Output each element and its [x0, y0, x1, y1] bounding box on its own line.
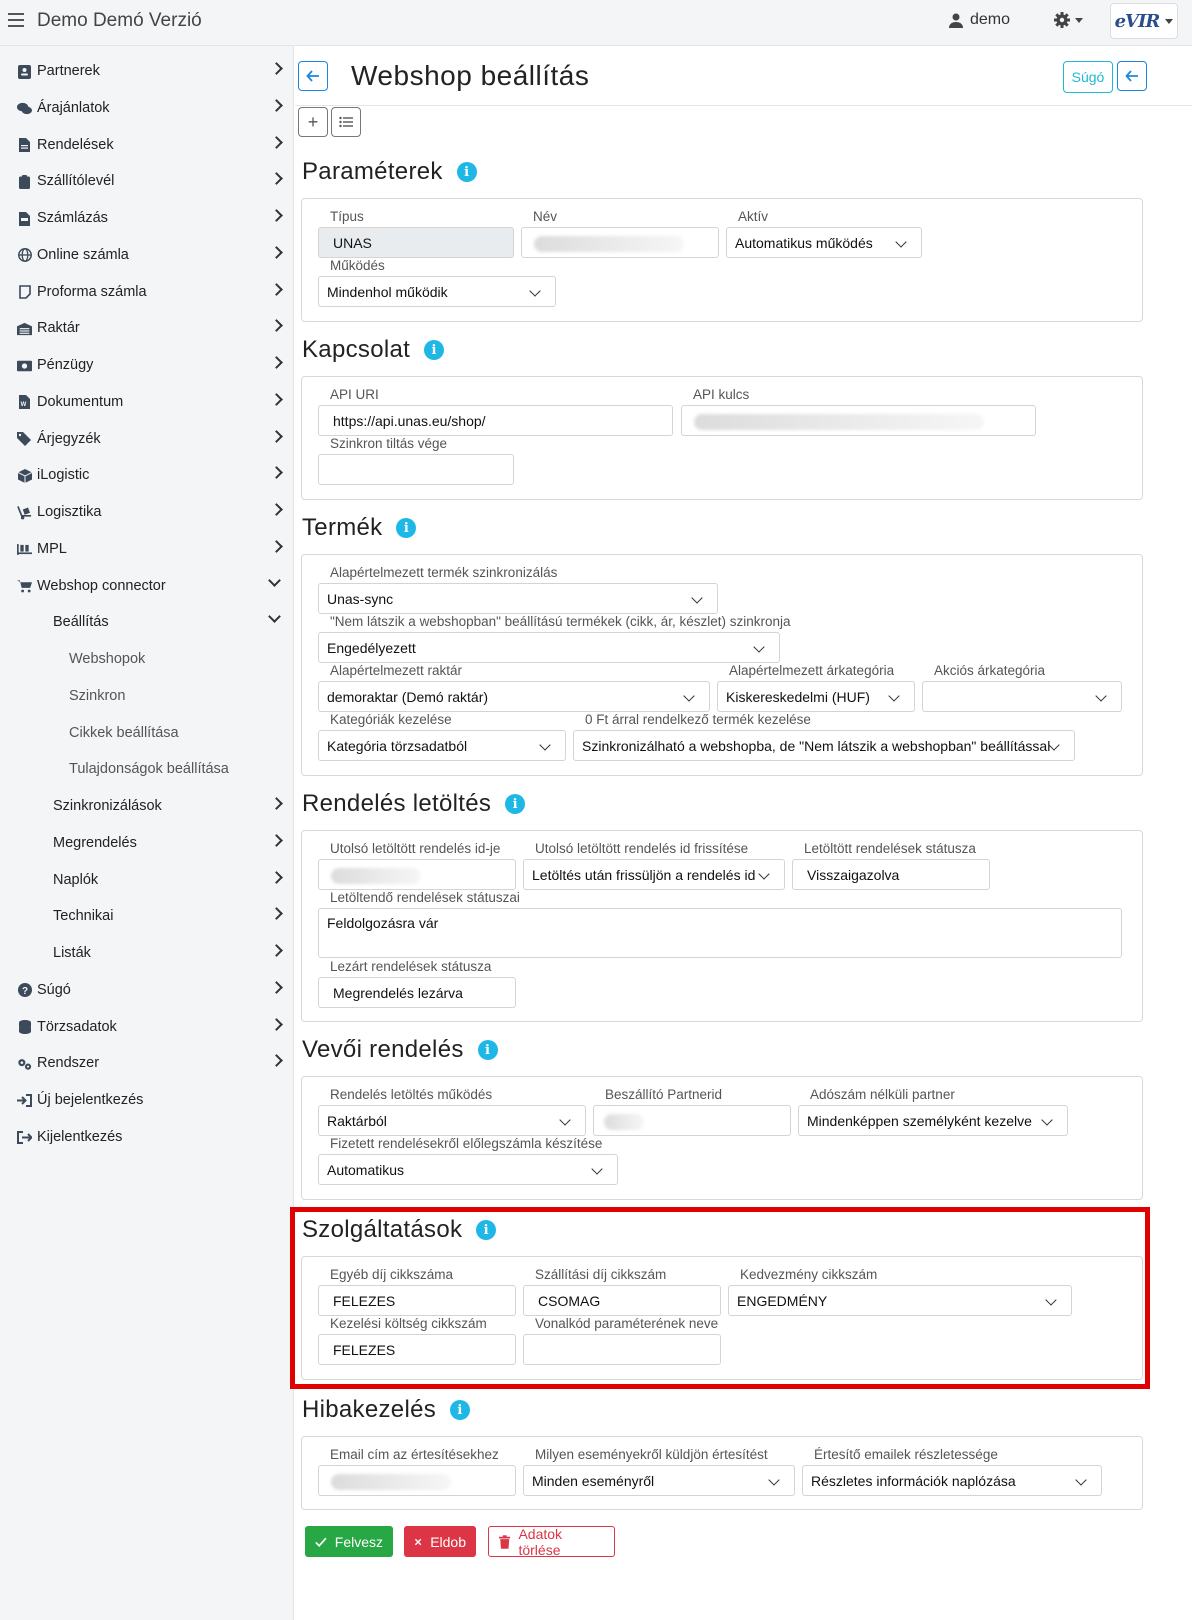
sidebar-item-label: Technikai — [53, 908, 114, 925]
field-label: Vonalkód paraméterének neve — [535, 1316, 719, 1331]
caret-down-icon — [1075, 18, 1083, 23]
sidebar-item[interactable] — [0, 420, 294, 458]
blurred-value — [534, 236, 684, 252]
sidebar-item[interactable] — [0, 861, 294, 899]
section-termek-title — [302, 514, 416, 542]
field-label: Alapértelmezett termék szinkronizálás — [330, 565, 558, 580]
sidebar-item-label: Rendszer — [37, 1055, 100, 1072]
field-label: Utolsó letöltött rendelés id frissítése — [535, 841, 749, 856]
alap-raktar-select[interactable]: demoraktar (Demó raktár) — [318, 681, 710, 712]
save-label: Felvesz — [334, 1533, 383, 1550]
sidebar-item-label: Proforma számla — [37, 283, 147, 300]
sidebar-item[interactable] — [0, 162, 294, 200]
chevron-right-icon — [270, 62, 283, 75]
field-label: Adószám nélküli partner — [810, 1087, 955, 1102]
lezart-statusz-input[interactable]: Megrendelés lezárva — [318, 977, 516, 1008]
chevron-right-icon — [270, 1054, 283, 1067]
panel-rendeles-letoltes — [301, 830, 1143, 1022]
arrow-left-icon — [306, 69, 320, 83]
section-kapcsolat-title — [302, 336, 444, 364]
back-button-right[interactable] — [1117, 61, 1147, 91]
sidebar-item[interactable] — [0, 640, 294, 678]
app-title: Demo Demó Verzió — [37, 10, 202, 31]
info-icon[interactable]: i — [505, 794, 525, 814]
sidebar-item-label: Partnerek — [37, 63, 100, 79]
sidebar-item-label: Tulajdonságok beállítása — [69, 761, 229, 778]
settings-menu[interactable] — [1053, 11, 1083, 29]
section-title-text: Hibakezelés — [302, 1396, 437, 1423]
close-icon — [414, 1536, 422, 1548]
field-label: Működés — [330, 258, 385, 273]
api-kulcs-input[interactable] — [681, 405, 1036, 436]
comments-icon — [17, 101, 32, 116]
szallitasi-dij-input[interactable]: CSOMAG — [523, 1285, 721, 1316]
sidebar-item-label: Online számla — [37, 246, 129, 263]
field-label: API kulcs — [693, 387, 750, 402]
section-title-text: Termék — [302, 514, 383, 541]
field-label: Aktív — [738, 209, 769, 224]
egyeb-dij-input[interactable]: FELEZES — [318, 1285, 516, 1316]
field-label: Kategóriák kezelése — [330, 712, 452, 727]
api-uri-input[interactable]: https://api.unas.eu/shop/ — [318, 405, 673, 436]
blurred-value — [694, 414, 984, 430]
chevron-right-icon — [270, 981, 283, 994]
sidebar-item[interactable] — [0, 1081, 294, 1119]
cart-icon — [17, 579, 32, 594]
clipboard-icon — [17, 174, 32, 189]
alap-arkategoria-select[interactable]: Kiskereskedelmi (HUF) — [717, 681, 915, 712]
list-view-button[interactable] — [331, 107, 361, 137]
field-label: Akciós árkategória — [934, 663, 1046, 678]
arrow-left-icon — [1125, 69, 1139, 83]
sidebar-item-label: Dokumentum — [37, 393, 124, 410]
section-title-text: Szolgáltatások — [302, 1216, 463, 1243]
logo-text: eVIR — [1114, 10, 1160, 32]
szinkron-tiltas-input[interactable] — [318, 454, 514, 485]
delete-data-button[interactable] — [488, 1526, 615, 1557]
sidebar-item-label: Logisztika — [37, 504, 102, 520]
sidebar-item[interactable] — [0, 567, 294, 605]
nev-input[interactable] — [521, 227, 719, 258]
user-icon — [948, 12, 964, 28]
section-parameterek-title — [302, 158, 477, 186]
mukodes-select[interactable]: Mindenhol működik — [318, 276, 556, 307]
chevron-right-icon — [270, 356, 283, 369]
sidebar-item-label: Kijelentkezés — [37, 1128, 123, 1145]
database-icon — [17, 1020, 32, 1035]
back-button[interactable] — [298, 61, 328, 91]
info-icon[interactable]: i — [450, 1400, 470, 1420]
info-icon[interactable]: i — [457, 162, 477, 182]
sidebar-item-label: iLogistic — [37, 467, 90, 484]
field-label: Beszállító Partnerid — [605, 1087, 723, 1102]
field-label: Értesítő emailek részletessége — [814, 1447, 998, 1462]
field-label: Email cím az értesítésekhez — [330, 1447, 499, 1462]
field-label: Alapértelmezett árkategória — [729, 663, 895, 678]
aktiv-select[interactable]: Automatikus működés — [726, 227, 922, 258]
discard-button[interactable] — [404, 1526, 476, 1557]
section-title-text: Vevői rendelés — [302, 1036, 464, 1063]
section-hibakezeles-title — [302, 1396, 470, 1424]
dolly-icon — [17, 505, 32, 520]
sidebar-item-label: Szinkron — [69, 687, 126, 704]
field-label: Fizetett rendelésekről előlegszámla készítése — [330, 1136, 603, 1151]
sidebar-item[interactable] — [0, 787, 294, 825]
sidebar-item[interactable] — [0, 530, 294, 568]
warehouse-icon — [17, 321, 32, 336]
sidebar-item-label: Szinkronizálások — [53, 798, 162, 814]
nulla-ft-select[interactable]: Szinkronizálható a webshopba, de "Nem látszik a webshopban" beállítással — [573, 730, 1075, 761]
esemenyek-select[interactable]: Minden eseményről — [523, 1465, 795, 1496]
section-title-text: Kapcsolat — [302, 336, 411, 363]
chevron-right-icon — [270, 136, 283, 149]
info-icon[interactable]: i — [424, 340, 444, 360]
section-rendeles-letoltes-title — [302, 790, 525, 818]
sidebar-item-label: Raktár — [37, 320, 80, 337]
list-icon — [339, 116, 353, 128]
sidebar-item-label: Pénzügy — [37, 357, 94, 373]
panel-kapcsolat — [301, 376, 1143, 500]
chevron-right-icon — [270, 430, 283, 443]
sidebar-item-label: Listák — [53, 945, 91, 961]
sidebar-item[interactable] — [0, 714, 294, 752]
sidebar-item[interactable] — [0, 971, 294, 1009]
field-label: API URI — [330, 387, 379, 402]
chevron-right-icon — [270, 209, 283, 222]
panel-termek — [301, 554, 1143, 776]
utolso-frissites-select[interactable]: Letöltés után frissüljön a rendelés id — [523, 859, 785, 890]
sidebar-item[interactable] — [0, 236, 294, 274]
blurred-value — [331, 868, 421, 884]
section-vevoi-rendeles-title — [302, 1036, 498, 1064]
chevron-right-icon — [270, 907, 283, 920]
chevron-right-icon — [270, 172, 283, 185]
blurred-value — [604, 1114, 644, 1130]
gear-icon — [1053, 11, 1071, 29]
sidebar-item-label: Árjegyzék — [37, 430, 101, 447]
cogs-icon — [17, 1056, 32, 1071]
info-icon[interactable]: i — [476, 1220, 496, 1240]
sidebar-item[interactable] — [0, 199, 294, 237]
tags-icon — [17, 432, 32, 447]
field-label: Lezárt rendelések státusza — [330, 959, 492, 974]
adoszam-nelkuli-select[interactable]: Mindenképpen személyként kezelve — [798, 1105, 1068, 1136]
sidebar-item[interactable] — [0, 603, 294, 641]
akcios-arkategoria-select[interactable] — [922, 681, 1122, 712]
field-label: Kedvezmény cikkszám — [740, 1267, 878, 1282]
field-label: 0 Ft árral rendelkező termék kezelése — [585, 712, 811, 727]
chevron-right-icon — [270, 99, 283, 112]
alap-szinkron-select[interactable]: Unas-sync — [318, 583, 718, 614]
sidebar-item[interactable] — [0, 1118, 294, 1156]
field-label: Milyen eseményekről küldjön értesítést — [535, 1447, 768, 1462]
sidebar-item-label: Szállítólevél — [37, 173, 115, 190]
letoltes-mukodes-select[interactable]: Raktárból — [318, 1105, 586, 1136]
hamburger-menu-icon[interactable] — [8, 13, 24, 27]
nem-latszik-select[interactable]: Engedélyezett — [318, 632, 780, 663]
kedvezmeny-select[interactable]: ENGEDMÉNY — [728, 1285, 1072, 1316]
address-card-icon — [17, 64, 32, 79]
beszallito-input[interactable] — [593, 1105, 791, 1136]
sidebar-item[interactable] — [0, 456, 294, 494]
section-title-text: Paraméterek — [302, 158, 443, 185]
panel-parameterek — [301, 198, 1143, 322]
highlight-box — [290, 1207, 1150, 1389]
sidebar-item-label: Súgó — [37, 981, 71, 998]
file-invoice-icon — [17, 211, 32, 226]
evir-logo[interactable] — [1110, 3, 1178, 39]
globe-icon — [17, 248, 32, 263]
sidebar-item[interactable] — [0, 897, 294, 935]
field-label: Szinkron tiltás vége — [330, 436, 448, 451]
chevron-right-icon — [270, 944, 283, 957]
field-label: Típus — [330, 209, 364, 224]
info-icon[interactable]: i — [396, 518, 416, 538]
chevron-right-icon — [270, 466, 283, 479]
chevron-right-icon — [270, 319, 283, 332]
add-button[interactable] — [298, 107, 328, 137]
top-bar — [0, 0, 1192, 46]
question-circle-icon — [17, 983, 32, 998]
chevron-down-icon — [268, 574, 281, 587]
utolso-id-input[interactable] — [318, 859, 516, 890]
caret-down-icon — [1165, 19, 1173, 24]
sidebar-item[interactable] — [0, 52, 294, 90]
sidebar-item[interactable] — [0, 383, 294, 421]
trash-icon — [499, 1535, 510, 1549]
section-title-text: Rendelés letöltés — [302, 790, 492, 817]
reszletesseg-select[interactable]: Részletes információk naplózása — [802, 1465, 1102, 1496]
chevron-right-icon — [270, 283, 283, 296]
panel-hibakezeles — [301, 1436, 1143, 1510]
sidebar-item-label: MPL — [37, 540, 67, 557]
field-label: Név — [533, 209, 558, 224]
blurred-value — [331, 1474, 451, 1490]
sidebar-item-label: Rendelések — [37, 136, 114, 153]
sidebar-item-label: Webshop connector — [37, 577, 166, 594]
word-file-icon — [17, 395, 32, 410]
sidebar — [0, 46, 294, 1620]
svg-text:?: ? — [21, 986, 28, 998]
field-label: "Nem látszik a webshopban" beállítású termékek (cikk, ár, készlet) szinkronja — [330, 614, 791, 629]
chevron-down-icon — [268, 610, 281, 623]
chevron-right-icon — [270, 1018, 283, 1031]
cube-icon — [17, 468, 32, 483]
panel-vevoi-rendeles — [301, 1076, 1143, 1200]
sidebar-item-label: Új bejelentkezés — [37, 1092, 144, 1108]
delete-label: Adatok törlése — [518, 1525, 563, 1558]
user-menu[interactable] — [948, 11, 1010, 29]
sidebar-item[interactable] — [0, 1008, 294, 1046]
chevron-right-icon — [270, 540, 283, 553]
field-label: Rendelés letöltés működés — [330, 1087, 493, 1102]
sidebar-item[interactable] — [0, 677, 294, 715]
kezelesi-koltseg-input[interactable]: FELEZES — [318, 1334, 516, 1365]
page-title: Webshop beállítás — [351, 60, 590, 91]
sidebar-item-label: Naplók — [53, 871, 99, 888]
tipus-input: UNAS — [318, 227, 514, 258]
sign-in-icon — [17, 1093, 32, 1108]
file-outline-icon — [17, 285, 32, 300]
chevron-right-icon — [270, 871, 283, 884]
field-label: Egyéb díj cikkszáma — [330, 1267, 454, 1282]
sidebar-item-label: Cikkek beállítása — [69, 724, 179, 741]
discard-label: Eldob — [430, 1533, 466, 1550]
sidebar-item[interactable] — [0, 493, 294, 531]
sign-out-icon — [17, 1130, 32, 1145]
sidebar-item-label: Beállítás — [53, 614, 109, 631]
save-button[interactable] — [305, 1526, 393, 1557]
sidebar-item[interactable] — [0, 89, 294, 127]
field-label: Letöltendő rendelések státuszai — [330, 890, 520, 905]
field-label: Utolsó letöltött rendelés id-je — [330, 841, 501, 856]
info-icon[interactable]: i — [478, 1040, 498, 1060]
page-header — [295, 46, 1192, 106]
svg-text:W: W — [20, 402, 27, 409]
sidebar-item[interactable] — [0, 934, 294, 972]
chevron-right-icon — [270, 834, 283, 847]
sidebar-item[interactable] — [0, 1044, 294, 1082]
field-label: Letöltött rendelések státusza — [804, 841, 976, 856]
sidebar-item[interactable] — [0, 126, 294, 164]
sidebar-item[interactable] — [0, 309, 294, 347]
file-icon — [17, 138, 32, 153]
field-label: Alapértelmezett raktár — [330, 663, 463, 678]
plus-icon: + — [307, 111, 319, 132]
chevron-right-icon — [270, 797, 283, 810]
field-label: Kezelési költség cikkszám — [330, 1316, 487, 1331]
sidebar-item-label: Webshopok — [69, 651, 146, 667]
check-icon — [315, 1536, 327, 1548]
elolegszamla-select[interactable]: Automatikus — [318, 1154, 618, 1185]
money-icon — [17, 358, 32, 373]
field-label: Szállítási díj cikkszám — [535, 1267, 667, 1282]
chevron-right-icon — [270, 246, 283, 259]
sidebar-item-label: Árajánlatok — [37, 99, 110, 116]
kategoriak-select[interactable]: Kategória törzsadatból — [318, 730, 566, 761]
help-button[interactable]: Súgó — [1063, 61, 1113, 93]
sidebar-item[interactable] — [0, 346, 294, 384]
pallet-icon — [17, 542, 32, 557]
sidebar-item-label: Számlázás — [37, 210, 108, 226]
sidebar-item[interactable] — [0, 824, 294, 862]
sidebar-item[interactable] — [0, 750, 294, 788]
sidebar-item-label: Megrendelés — [53, 834, 137, 851]
user-name: demo — [970, 11, 1011, 28]
sidebar-item[interactable] — [0, 273, 294, 311]
chevron-right-icon — [270, 393, 283, 406]
letoltendo-statuszai-textarea[interactable]: Feldolgozásra vár — [318, 908, 1122, 958]
letoltott-statusz-input[interactable]: Visszaigazolva — [792, 859, 990, 890]
chevron-right-icon — [270, 503, 283, 516]
sidebar-item-label: Törzsadatok — [37, 1018, 117, 1035]
email-input[interactable] — [318, 1465, 516, 1496]
